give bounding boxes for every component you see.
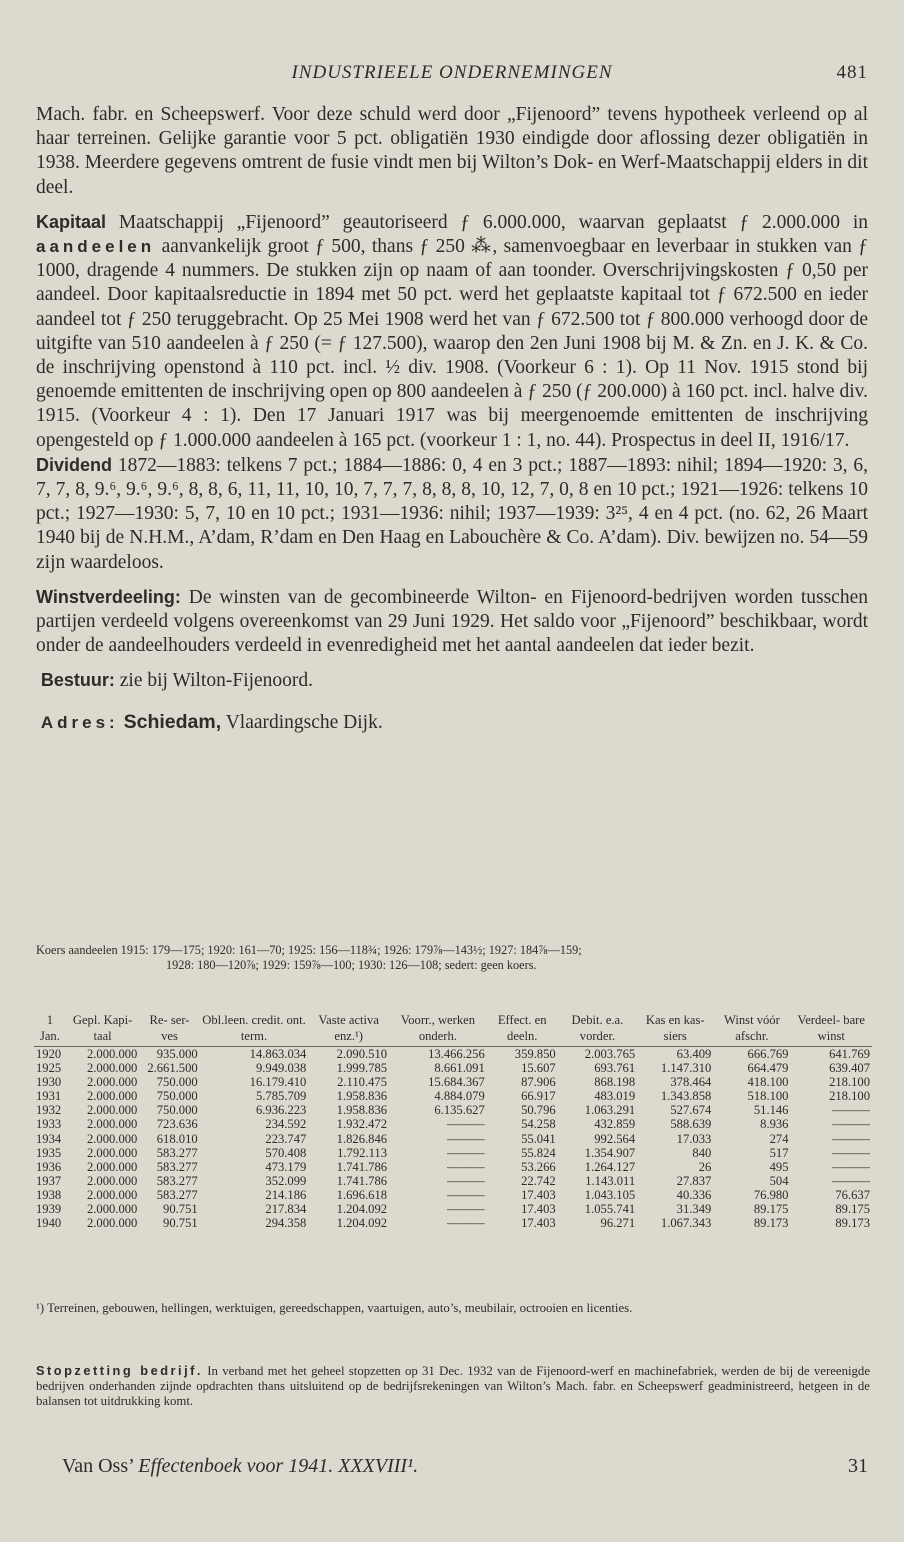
table-cell: 868.198	[594, 1075, 636, 1090]
table-cell: 40.336	[676, 1187, 712, 1202]
table-cell: 2.000.000	[86, 1131, 138, 1146]
table-cell: 4.884.079	[434, 1089, 485, 1104]
table-cell: 2.000.000	[86, 1159, 138, 1174]
kapitaal-paragraph	[36, 210, 868, 453]
table-cell: 17.403	[521, 1202, 556, 1217]
footer-book-title: Effectenboek voor 1941. XXXVIII¹.	[138, 1455, 419, 1477]
intro-paragraph: Mach. fabr. en Scheepswerf. Voor deze schuld werd door „Fijenoord” tevens hypotheek verleend op al haar terreinen. Gelijke garantie voor 5 pct. obligatiën 1930 eindigde door aflossing dezer obligatiën in 1938. Meerdere gegevens omtrent de fusie vindt men bij Wilton’s Dok- en Werf-Maatschappij elders in dit deel.	[36, 104, 868, 198]
table-cell: 214.186	[265, 1187, 307, 1202]
table-cell: ———	[446, 1187, 485, 1202]
table-cell: 517	[769, 1145, 789, 1160]
row-year: 1940	[36, 1216, 62, 1231]
bestuur-paragraph	[36, 668, 868, 693]
table-row	[34, 1117, 872, 1131]
table-row	[34, 1075, 872, 1089]
table-cell: 2.000.000	[86, 1047, 138, 1061]
table-cell: 8.661.091	[434, 1061, 485, 1076]
table-cell: 6.135.627	[434, 1103, 485, 1118]
table-cell: 54.258	[521, 1117, 556, 1132]
row-year: 1934	[36, 1131, 62, 1146]
table-cell: 1.147.310	[660, 1061, 712, 1076]
table-body	[34, 1047, 872, 1231]
table-row	[34, 1089, 872, 1103]
table-cell: 693.761	[594, 1061, 636, 1076]
table-cell: 666.769	[747, 1047, 789, 1061]
table-cell: ———	[446, 1117, 485, 1132]
table-cell: 89.175	[753, 1202, 789, 1217]
table-cell: ———	[446, 1202, 485, 1217]
footer-publisher: Van Oss’	[62, 1455, 134, 1477]
table-cell: 527.674	[670, 1103, 712, 1118]
table-cell: 2.661.500	[147, 1061, 198, 1076]
table-cell: 53.266	[521, 1159, 556, 1174]
col-header: Verdeel- bare winst	[790, 1012, 872, 1047]
footnote: ¹) Terreinen, gebouwen, hellingen, werktuigen, gereedschappen, vaartuigen, auto’s, meubilair, octrooien en licenties.	[36, 1301, 633, 1315]
table-cell: 518.100	[747, 1089, 789, 1104]
table-cell: 87.906	[521, 1075, 556, 1090]
table-cell: 234.592	[265, 1117, 307, 1132]
table-row	[34, 1216, 872, 1230]
table-cell: 2.000.000	[86, 1089, 138, 1104]
table-cell: ———	[446, 1173, 485, 1188]
bestuur-label: Bestuur:	[40, 670, 115, 691]
table-cell: ———	[832, 1173, 870, 1188]
table-cell: 1.792.113	[337, 1145, 388, 1160]
table-cell: 750.000	[156, 1075, 198, 1090]
row-year: 1933	[36, 1117, 62, 1132]
table-cell: 418.100	[747, 1075, 789, 1090]
table-cell: 664.479	[747, 1061, 789, 1076]
table-cell: 17.403	[521, 1187, 556, 1202]
row-year: 1935	[36, 1145, 62, 1160]
table-cell: 1.354.907	[584, 1145, 636, 1160]
table-cell: 89.175	[835, 1202, 870, 1217]
table-cell: ———	[832, 1131, 870, 1146]
table-cell: ———	[832, 1145, 870, 1160]
winst-paragraph	[36, 585, 868, 659]
kapitaal-text-b: aanvankelijk groot ƒ 500, thans ƒ 250 ⁂, samenvoegbaar en leverbaar in stukken van ƒ 1000, dragende 4 nummers. De stukken zijn op naam of aan toonder. Overschrijvingskosten ƒ 0,50 per aandeel. Door kapitaalsreductie in 1894 met 50 pct. werd het geplaatste kapitaal tot ƒ 672.500 en ieder aandeel tot ƒ 250 teruggebracht. Op 25 Mei 1908 werd het van ƒ 672.500 tot ƒ 800.000 verhoogd door de uitgifte van 510 aandeelen à ƒ 250 (= ƒ 127.500), waarop den 2en Juni 1908 bij M. & Zn. en J. K. & Co. de inschrijving openstond à 110 pct. incl. ½ div. 1908. (Voorkeur 6 : 1). Op 11 Nov. 1915 stond bij genoemde emittenten de inschrijving open op 800 aandeelen à ƒ 250 (ƒ 200.000) à 160 pct. incl. halve div. 1915. (Voorkeur 4 : 1). Den 17 Januari 1917 was bij meergenoemde emittenten de inschrijving opengesteld op ƒ 1.000.000 aandeelen à 165 pct. (voorkeur 1 : 1, no. 44). Prospectus in deel II, 1916/17.	[36, 236, 869, 451]
table-cell: 223.747	[265, 1131, 307, 1146]
col-header: Gepl. Kapi- taal	[66, 1012, 140, 1047]
table-cell: 583.277	[156, 1187, 198, 1202]
table-cell: 16.179.410	[249, 1075, 307, 1090]
table-cell: 1.932.472	[336, 1117, 388, 1132]
table-cell: 2.000.000	[86, 1145, 138, 1160]
table-cell: 432.859	[594, 1117, 636, 1132]
table-cell: 583.277	[156, 1173, 198, 1188]
table-cell: 504	[769, 1173, 789, 1188]
table-cell: 55.041	[521, 1131, 556, 1146]
table-cell: 89.173	[753, 1216, 789, 1231]
table-cell: 51.146	[753, 1103, 789, 1118]
table-cell: 1.826.846	[336, 1131, 388, 1146]
table-cell: 13.466.256	[428, 1047, 485, 1061]
footer-source	[62, 1455, 418, 1478]
dividend-label: Dividend	[36, 454, 113, 475]
page-number: 481	[836, 62, 868, 83]
footer-sheet-number: 31	[848, 1455, 868, 1477]
dividend-text: 1872—1883: telkens 7 pct.; 1884—1886: 0, 4 en 3 pct.; 1887—1893: nihil; 1894—1920: 3, 6, 7, 7, 8, 9.⁶, 9.⁶, 9.⁶, 8, 8, 6, 11, 11, 10, 10, 7, 7, 7, 8, 8, 8, 10, 12, 7, 0, 8 en 10 pct.; 1921—1926: telkens 10 pct.; 1927—1930: 5, 7, 10 en 10 pct.; 1931—1936: nihil; 1937—1939: 3²⁵, 4 en 4 pct. (no. 62, 26 Maart 1940 bij de N.H.M., A’dam, R’dam en Den Haag en Labouchère & Co. A’dam). Div. bewijzen no. 54—59 zijn waardeloos.	[36, 454, 869, 573]
table-cell: 1.143.011	[585, 1173, 636, 1188]
table-cell: 723.636	[156, 1117, 198, 1132]
table-cell: 2.000.000	[86, 1187, 138, 1202]
table-cell: 50.796	[521, 1103, 556, 1118]
table-row	[34, 1160, 872, 1174]
table-cell: 2.000.000	[86, 1075, 138, 1090]
table-cell: 1.264.127	[584, 1159, 636, 1174]
table-cell: 1.067.343	[660, 1216, 712, 1231]
table-cell: 378.464	[670, 1075, 712, 1090]
stop-text: In verband met het geheel stopzetten op 31 Dec. 1932 van de Fijenoord-werf en machinefabriek, werden de bij de vereenigde bedrijven onderhanden zijnde opdrachten thans uitsluitend op de bedrijfsrekeningen van Wilton’s Mach. fabr. en Scheepswerf geadministreerd, hetgeen in de balansen tot uitdrukking komt.	[36, 1364, 871, 1408]
table-cell: 9.949.038	[255, 1061, 307, 1076]
table-cell: 352.099	[265, 1173, 307, 1188]
table-cell: 1.204.092	[336, 1202, 388, 1217]
adres-paragraph	[36, 710, 868, 735]
table-cell: 1.958.836	[336, 1103, 388, 1118]
table-cell: 66.917	[521, 1089, 556, 1104]
adres-street: Vlaardingsche Dijk.	[225, 711, 383, 733]
table-cell: 840	[692, 1145, 712, 1160]
col-header: Vaste activa enz.¹)	[308, 1012, 389, 1047]
stop-label: Stopzetting bedrijf.	[36, 1363, 203, 1378]
table-cell: 89.173	[835, 1216, 870, 1231]
adres-label: Adres:	[40, 712, 119, 732]
table-cell: 2.000.000	[86, 1202, 138, 1217]
winst-label: Winstverdeeling:	[36, 586, 181, 607]
row-year: 1932	[36, 1103, 62, 1118]
dividend-paragraph	[36, 453, 868, 575]
table-cell: 1.999.785	[336, 1061, 388, 1076]
col-header: Re- ser- ves	[139, 1012, 199, 1047]
table-row	[34, 1061, 872, 1075]
table-row	[34, 1103, 872, 1117]
row-year: 1939	[36, 1202, 62, 1217]
table-cell: 274	[769, 1131, 789, 1146]
row-year: 1936	[36, 1159, 62, 1174]
stopzetting-paragraph	[36, 1364, 870, 1408]
table-cell: 1.204.092	[336, 1216, 388, 1231]
table-row	[34, 1047, 872, 1062]
koers-line-2: 1928: 180—120⅞; 1929: 159⅞—100; 1930: 126—108; sedert: geen koers.	[166, 958, 537, 972]
table-cell: 2.000.000	[86, 1216, 138, 1231]
table-cell: 218.100	[829, 1089, 870, 1104]
table-header-row	[34, 1012, 872, 1047]
table-cell: ———	[832, 1159, 870, 1174]
table-cell: 63.409	[676, 1047, 712, 1061]
koers-block	[36, 943, 870, 973]
table-cell: 76.637	[835, 1187, 870, 1202]
winst-text: De winsten van de gecombineerde Wilton- en Fijenoord-bedrijven worden tusschen partijen verdeeld volgens overeenkomst van 29 Juni 1929. Het saldo voor „Fijenoord” beschikbaar, wordt onder de aandeelhouders verdeeld in evenredigheid met het aantal aandeelen dat ieder bezit.	[36, 586, 868, 657]
table-cell: 26	[698, 1159, 712, 1174]
table-cell: 15.607	[521, 1061, 556, 1076]
kapitaal-label: Kapitaal	[36, 211, 107, 232]
table-cell: 22.742	[521, 1173, 556, 1188]
table-cell: 1.741.786	[336, 1173, 388, 1188]
table-cell: 1.958.836	[336, 1089, 388, 1104]
table-cell: 1.055.741	[584, 1202, 636, 1217]
table-cell: 750.000	[156, 1103, 198, 1118]
table-cell: 1.741.786	[336, 1159, 388, 1174]
table-cell: 90.751	[163, 1216, 198, 1231]
table-cell: 96.271	[600, 1216, 636, 1231]
table-cell: ———	[446, 1131, 485, 1146]
running-footer	[62, 1455, 868, 1483]
table-cell: 935.000	[156, 1047, 198, 1061]
table-cell: 2.110.475	[337, 1075, 388, 1090]
table-cell: 583.277	[156, 1159, 198, 1174]
table-cell: 483.019	[594, 1089, 636, 1104]
row-year: 1930	[36, 1075, 62, 1090]
col-header: Voorr., werken onderh.	[389, 1012, 487, 1047]
table-cell: 750.000	[156, 1089, 198, 1104]
row-year: 1920	[36, 1047, 62, 1061]
table-cell: 2.090.510	[336, 1047, 388, 1061]
col-header: Debit. e.a. vorder.	[558, 1012, 637, 1047]
row-year: 1937	[36, 1173, 62, 1188]
table-row	[34, 1188, 872, 1202]
table-cell: 1.043.105	[584, 1187, 636, 1202]
table-cell: 2.000.000	[86, 1103, 138, 1118]
table-cell: 992.564	[594, 1131, 636, 1146]
table-cell: 217.834	[265, 1202, 307, 1217]
table-cell: 1.696.618	[336, 1187, 388, 1202]
col-header: Kas en kas- siers	[637, 1012, 713, 1047]
table-cell: 570.408	[265, 1145, 307, 1160]
balance-table	[34, 1012, 872, 1230]
table-cell: 6.936.223	[255, 1103, 307, 1118]
table-cell: 14.863.034	[249, 1047, 307, 1061]
main-text	[36, 103, 868, 745]
table-cell: 17.403	[521, 1216, 556, 1231]
table-cell: 583.277	[156, 1145, 198, 1160]
table-cell: ———	[446, 1216, 485, 1231]
table-cell: 55.824	[521, 1145, 556, 1160]
table-cell: 639.407	[829, 1061, 870, 1076]
kapitaal-text-a: Maatschappij „Fijenoord” geautoriseerd ƒ 6.000.000, waarvan geplaatst ƒ 2.000.000 in	[118, 211, 868, 233]
col-header: 1 Jan.	[34, 1012, 66, 1047]
row-year: 1938	[36, 1187, 62, 1202]
table-cell: 5.785.709	[255, 1089, 307, 1104]
table-cell: ———	[446, 1159, 485, 1174]
table-cell: 76.980	[753, 1187, 789, 1202]
running-header	[36, 62, 868, 88]
table-cell: 294.358	[265, 1216, 307, 1231]
table-cell: 618.010	[156, 1131, 198, 1146]
table-cell: 2.000.000	[86, 1173, 138, 1188]
adres-city: Schiedam,	[123, 710, 222, 733]
table-cell: ———	[446, 1145, 485, 1160]
table-cell: 473.179	[265, 1159, 307, 1174]
kapitaal-emph: aandeelen	[36, 237, 156, 257]
row-year: 1931	[36, 1089, 62, 1104]
table-row	[34, 1146, 872, 1160]
table-cell: ———	[832, 1103, 870, 1118]
table-cell: 2.003.765	[584, 1047, 636, 1061]
table-cell: 31.349	[676, 1202, 712, 1217]
table-cell: 27.837	[676, 1173, 712, 1188]
table-cell: 2.000.000	[86, 1117, 138, 1132]
table-cell: 90.751	[163, 1202, 198, 1217]
table-cell: 1.343.858	[660, 1089, 712, 1104]
table-cell: 2.000.000	[86, 1061, 138, 1076]
col-header: Obl.leen. credit. ont. term.	[200, 1012, 309, 1047]
table-cell: 8.936	[760, 1117, 789, 1132]
header-title: INDUSTRIEELE ONDERNEMINGEN	[291, 62, 613, 83]
koers-line-1: Koers aandeelen 1915: 179—175; 1920: 161—70; 1925: 156—118¾; 1926: 179⅞—143½; 1927: 184⅞—159;	[36, 943, 582, 957]
table-row	[34, 1174, 872, 1188]
table-cell: 1.063.291	[584, 1103, 636, 1118]
bestuur-text: zie bij Wilton-Fijenoord.	[119, 670, 314, 692]
row-year: 1925	[36, 1061, 62, 1076]
table-row	[34, 1132, 872, 1146]
col-header: Winst vóór afschr.	[713, 1012, 790, 1047]
col-header: Effect. en deeln.	[487, 1012, 558, 1047]
table-row	[34, 1202, 872, 1216]
table-cell: 359.850	[514, 1047, 556, 1061]
table-cell: 15.684.367	[428, 1075, 485, 1090]
table-cell: 641.769	[829, 1047, 870, 1061]
table-cell: 588.639	[670, 1117, 712, 1132]
table-cell: 17.033	[676, 1131, 712, 1146]
table-cell: ———	[832, 1117, 870, 1132]
table-cell: 218.100	[829, 1075, 870, 1090]
table-cell: 495	[769, 1159, 789, 1174]
